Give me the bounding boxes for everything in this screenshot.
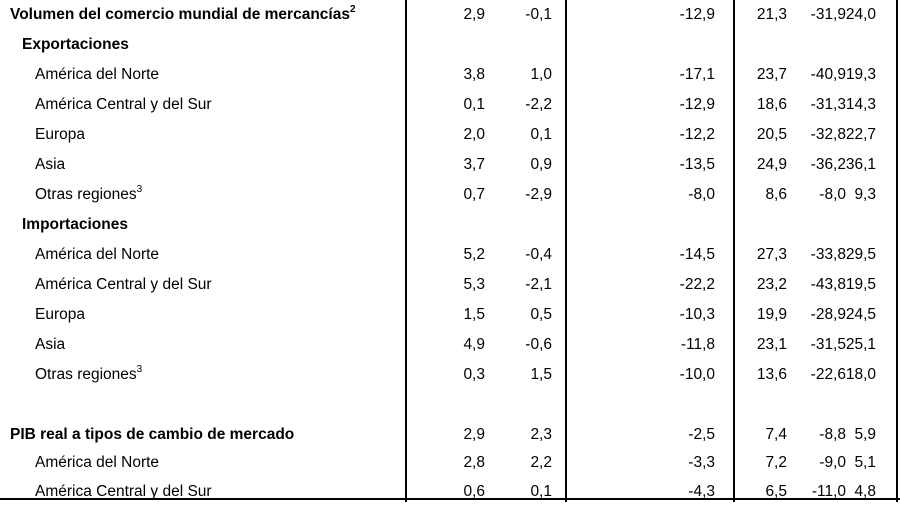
- table-row: [0, 210, 900, 240]
- value-cell: 1,0: [530, 66, 552, 83]
- value-cell: 0,3: [463, 366, 485, 383]
- row-label-text: Asia: [35, 336, 66, 353]
- value-cell: -12,2: [679, 126, 715, 143]
- value-cell: -31,5: [810, 336, 846, 353]
- footnote-marker: 3: [136, 363, 143, 375]
- table-row: [0, 448, 900, 478]
- table-row: [0, 360, 900, 390]
- table-row: [0, 240, 900, 270]
- value-cell: -13,5: [679, 156, 715, 173]
- value-cell: -12,9: [679, 6, 715, 23]
- value-cell: -11,0: [811, 483, 846, 500]
- value-cell: 24,0: [845, 6, 876, 23]
- row-label-text: América Central y del Sur: [35, 96, 212, 113]
- row-label-text: Otras regiones: [35, 186, 137, 203]
- table-row: [0, 60, 900, 90]
- row-label-text: Otras regiones: [35, 366, 137, 383]
- value-cell: 3,8: [463, 66, 485, 83]
- row-label-text: Importaciones: [22, 216, 128, 233]
- row-label-text: América Central y del Sur: [35, 483, 212, 500]
- value-cell: 7,2: [765, 454, 787, 471]
- value-cell: 18,0: [845, 366, 876, 383]
- value-cell: 14,3: [845, 96, 876, 113]
- value-cell: 19,5: [845, 276, 876, 293]
- spacer-row: [0, 390, 900, 420]
- value-cell: 2,0: [463, 126, 485, 143]
- value-cell: -22,2: [679, 276, 715, 293]
- value-cell: 6,5: [765, 483, 787, 500]
- row-label: [10, 0, 356, 30]
- row-label-text: PIB real a tipos de cambio de mercado: [10, 426, 295, 443]
- value-cell: -14,5: [679, 246, 715, 263]
- value-cell: 0,1: [530, 126, 552, 143]
- value-cell: 2,3: [530, 426, 552, 443]
- row-label: [35, 270, 212, 300]
- value-cell: 2,9: [463, 426, 485, 443]
- table-row: [0, 270, 900, 300]
- value-cell: -9,0: [819, 454, 846, 471]
- row-label-text: Exportaciones: [22, 36, 129, 53]
- row-label: [22, 210, 128, 240]
- row-label-text: Asia: [35, 156, 66, 173]
- value-cell: 5,2: [463, 246, 485, 263]
- value-cell: 5,1: [854, 454, 876, 471]
- value-cell: 1,5: [463, 306, 485, 323]
- table-row: [0, 420, 900, 450]
- row-label-text: América del Norte: [35, 454, 160, 471]
- value-cell: -28,9: [810, 306, 846, 323]
- value-cell: -17,1: [679, 66, 715, 83]
- value-cell: -31,3: [810, 96, 846, 113]
- value-cell: -31,9: [810, 6, 846, 23]
- value-cell: 18,6: [756, 96, 787, 113]
- value-cell: -4,3: [688, 483, 715, 500]
- row-label: [35, 90, 212, 120]
- value-cell: 0,5: [530, 306, 552, 323]
- value-cell: -11,8: [680, 336, 715, 353]
- value-cell: -2,5: [688, 426, 715, 443]
- value-cell: -3,3: [688, 454, 715, 471]
- value-cell: 2,8: [463, 454, 485, 471]
- value-cell: 27,3: [756, 246, 787, 263]
- row-label: [35, 180, 142, 210]
- value-cell: -0,6: [525, 336, 552, 353]
- row-label: [35, 477, 212, 507]
- value-cell: 23,7: [756, 66, 787, 83]
- table-row: [0, 30, 900, 60]
- value-cell: 3,7: [463, 156, 485, 173]
- value-cell: 5,3: [463, 276, 485, 293]
- row-label-text: América del Norte: [35, 246, 160, 263]
- value-cell: 0,1: [463, 96, 485, 113]
- value-cell: -8,0: [819, 186, 846, 203]
- row-label-text: Europa: [35, 126, 85, 143]
- value-cell: -8,0: [688, 186, 715, 203]
- value-cell: 19,9: [756, 306, 787, 323]
- value-cell: 7,4: [765, 426, 787, 443]
- table-row: [0, 90, 900, 120]
- row-label: [35, 330, 65, 360]
- value-cell: 13,6: [756, 366, 787, 383]
- row-label-text: Volumen del comercio mundial de mercancías: [10, 6, 350, 23]
- table-row: [0, 0, 900, 30]
- value-cell: -43,8: [810, 276, 846, 293]
- row-label: [35, 360, 142, 390]
- value-cell: -40,9: [810, 66, 846, 83]
- value-cell: -0,4: [525, 246, 552, 263]
- value-cell: 2,2: [530, 454, 552, 471]
- value-cell: -0,1: [525, 6, 552, 23]
- value-cell: -12,9: [679, 96, 715, 113]
- value-cell: -2,2: [525, 96, 552, 113]
- value-cell: 20,5: [756, 126, 787, 143]
- row-label: [35, 120, 85, 150]
- value-cell: -8,8: [819, 426, 846, 443]
- row-label-text: América del Norte: [35, 66, 160, 83]
- value-cell: 23,2: [756, 276, 787, 293]
- value-cell: 19,3: [845, 66, 876, 83]
- value-cell: 29,5: [845, 246, 876, 263]
- value-cell: -32,8: [810, 126, 846, 143]
- value-cell: 4,9: [463, 336, 485, 353]
- row-label: [35, 60, 159, 90]
- value-cell: 24,5: [845, 306, 876, 323]
- value-cell: -33,8: [810, 246, 846, 263]
- value-cell: -2,9: [525, 186, 552, 203]
- value-cell: -10,3: [679, 306, 715, 323]
- value-cell: 2,9: [463, 6, 485, 23]
- value-cell: 4,8: [854, 483, 876, 500]
- value-cell: 1,5: [530, 366, 552, 383]
- value-cell: 24,9: [756, 156, 787, 173]
- row-label: [10, 420, 294, 450]
- row-label: [35, 240, 159, 270]
- value-cell: -36,2: [810, 156, 846, 173]
- value-cell: 9,3: [854, 186, 876, 203]
- value-cell: 0,6: [463, 483, 485, 500]
- value-cell: 21,3: [756, 6, 787, 23]
- row-label-text: Europa: [35, 306, 85, 323]
- value-cell: 0,7: [463, 186, 485, 203]
- value-cell: 5,9: [854, 426, 876, 443]
- value-cell: 23,1: [756, 336, 787, 353]
- value-cell: 36,1: [845, 156, 876, 173]
- footnote-marker: 3: [136, 183, 143, 195]
- table-row: [0, 300, 900, 330]
- value-cell: 25,1: [845, 336, 876, 353]
- value-cell: -2,1: [525, 276, 552, 293]
- value-cell: -22,6: [810, 366, 846, 383]
- table-row: [0, 477, 900, 507]
- table-row: [0, 150, 900, 180]
- value-cell: 8,6: [765, 186, 787, 203]
- footnote-marker: 2: [349, 3, 356, 15]
- row-label: [35, 300, 85, 330]
- value-cell: 0,1: [530, 483, 552, 500]
- table-row: [0, 330, 900, 360]
- table-row: [0, 180, 900, 210]
- value-cell: -10,0: [679, 366, 715, 383]
- row-label: [22, 30, 129, 60]
- row-label-text: América Central y del Sur: [35, 276, 212, 293]
- row-label: [35, 448, 159, 478]
- value-cell: 0,9: [530, 156, 552, 173]
- row-label: [35, 150, 65, 180]
- value-cell: 22,7: [845, 126, 876, 143]
- table-row: [0, 120, 900, 150]
